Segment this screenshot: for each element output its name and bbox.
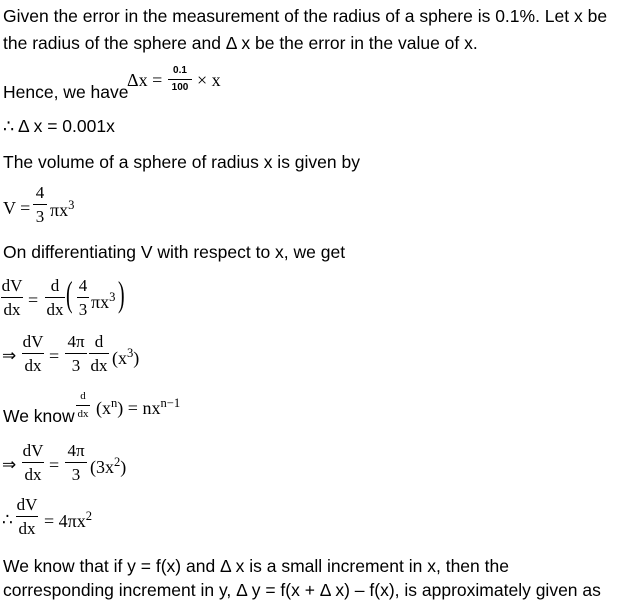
eq3-equals: =: [49, 455, 60, 475]
fraction-numerator: d: [50, 276, 60, 295]
eq1-open-paren: (: [66, 274, 73, 314]
fraction-denominator: dx: [3, 300, 21, 320]
fraction-bar: [77, 297, 89, 298]
fraction-bar: [1, 297, 23, 298]
fraction-numerator: 4: [78, 276, 88, 295]
fraction-denominator: 3: [71, 465, 81, 485]
know1-result-exponent: n−1: [160, 396, 181, 410]
fraction-bar: [45, 297, 65, 298]
eq2-lhs-fraction: [22, 333, 44, 374]
eq1-inner-exponent: 3: [109, 290, 116, 304]
know1-formula: [96, 396, 180, 419]
fraction-bar: [65, 462, 87, 463]
eq4-lhs-fraction: [16, 496, 38, 537]
volume-rhs-exponent: 3: [68, 198, 75, 212]
fraction-numerator: d: [94, 332, 104, 351]
volume-rhs: [50, 198, 74, 221]
fraction-denominator: dx: [77, 408, 89, 421]
eq1-inner-base: πx: [91, 292, 110, 312]
know1-arg-exponent: n: [111, 396, 118, 410]
step1-fraction: [168, 66, 192, 93]
eq3-arrow: ⇒: [2, 455, 17, 474]
volume-intro: The volume of a sphere of radius x is given by: [3, 152, 360, 172]
fraction-denominator: 3: [35, 207, 45, 227]
eq4-therefore: ∴: [2, 510, 13, 529]
intro-line-1: Given the error in the measurement of the radius of a sphere is 0.1%. Let x be: [3, 6, 608, 26]
fraction-numerator: 4π: [67, 441, 85, 460]
fraction-numerator: 4: [35, 183, 45, 202]
fraction-numerator: dV: [16, 495, 38, 514]
eq3-rhs: [90, 455, 126, 478]
know1-derivative-operator: [76, 391, 90, 420]
fraction-denominator: 100: [171, 82, 189, 94]
fraction-bar: [16, 516, 38, 517]
know1-prefix: We know: [3, 406, 75, 426]
eq1-derivative-operator: [45, 277, 65, 318]
eq3-rhs-base: (3x: [90, 457, 114, 477]
fraction-numerator: 4π: [67, 332, 85, 351]
eq2-rhs-exponent: 3: [127, 346, 134, 360]
fraction-numerator: dV: [22, 332, 44, 351]
eq3-coefficient: [65, 442, 87, 483]
intro-line-2: the radius of the sphere and Δ x be the error in the value of x.: [3, 33, 478, 53]
fraction-numerator: dV: [1, 276, 23, 295]
fraction-denominator: dx: [18, 519, 36, 539]
volume-fraction: [33, 184, 47, 225]
eq1-close-paren: ): [118, 274, 125, 314]
fraction-bar: [65, 353, 87, 354]
fraction-numerator: 0.1: [173, 65, 187, 76]
fraction-denominator: 3: [71, 356, 81, 376]
eq2-derivative-operator: [89, 333, 109, 374]
fraction-denominator: dx: [90, 356, 108, 376]
fraction-bar: [168, 79, 192, 80]
know1-result-base: ) = nx: [117, 398, 161, 418]
fraction-numerator: dV: [22, 441, 44, 460]
fraction-denominator: dx: [24, 356, 42, 376]
eq1-equals: =: [28, 290, 39, 310]
fraction-bar: [22, 462, 44, 463]
eq3-rhs-exponent: 2: [114, 455, 121, 469]
eq2-rhs-base: (x: [112, 348, 127, 368]
eq2-rhs-close: ): [133, 348, 140, 368]
step1-prefix: Hence, we have: [3, 82, 129, 102]
volume-lhs: V =: [3, 198, 31, 218]
volume-rhs-base: πx: [50, 200, 69, 220]
know1-arg-base: (x: [96, 398, 111, 418]
fraction-denominator: dx: [24, 465, 42, 485]
eq1-inner-term: [91, 290, 115, 313]
fraction-bar: [76, 405, 90, 406]
eq2-rhs: [112, 346, 139, 369]
eq4-rhs-exponent: 2: [85, 509, 93, 523]
eq2-coefficient: [65, 333, 87, 374]
fraction-bar: [22, 353, 44, 354]
fraction-bar: [33, 204, 47, 205]
eq4-rhs: [44, 509, 92, 532]
final-line-1: We know that if y = f(x) and Δ x is a small increment in x, then the: [3, 556, 509, 576]
eq2-equals: =: [49, 346, 60, 366]
diff-intro: On differentiating V with respect to x, we get: [3, 242, 346, 262]
eq1-inner-fraction: [77, 277, 89, 318]
step1-lhs: Δx =: [127, 70, 163, 90]
eq3-lhs-fraction: [22, 442, 44, 483]
eq2-arrow: ⇒: [2, 346, 17, 365]
fraction-numerator: d: [80, 390, 86, 402]
step1-rhs: × x: [197, 70, 221, 90]
fraction-denominator: dx: [46, 300, 64, 320]
eq4-rhs-base: = 4πx: [44, 511, 86, 531]
eq3-rhs-close: ): [120, 457, 127, 477]
fraction-denominator: 3: [78, 300, 88, 320]
step2-text: ∴ Δ x = 0.001x: [3, 116, 115, 136]
eq1-lhs-fraction: [1, 277, 23, 318]
fraction-bar: [89, 353, 109, 354]
final-line-2: corresponding increment in y, Δ y = f(x + Δ x) – f(x), is approximately given as: [3, 580, 601, 600]
